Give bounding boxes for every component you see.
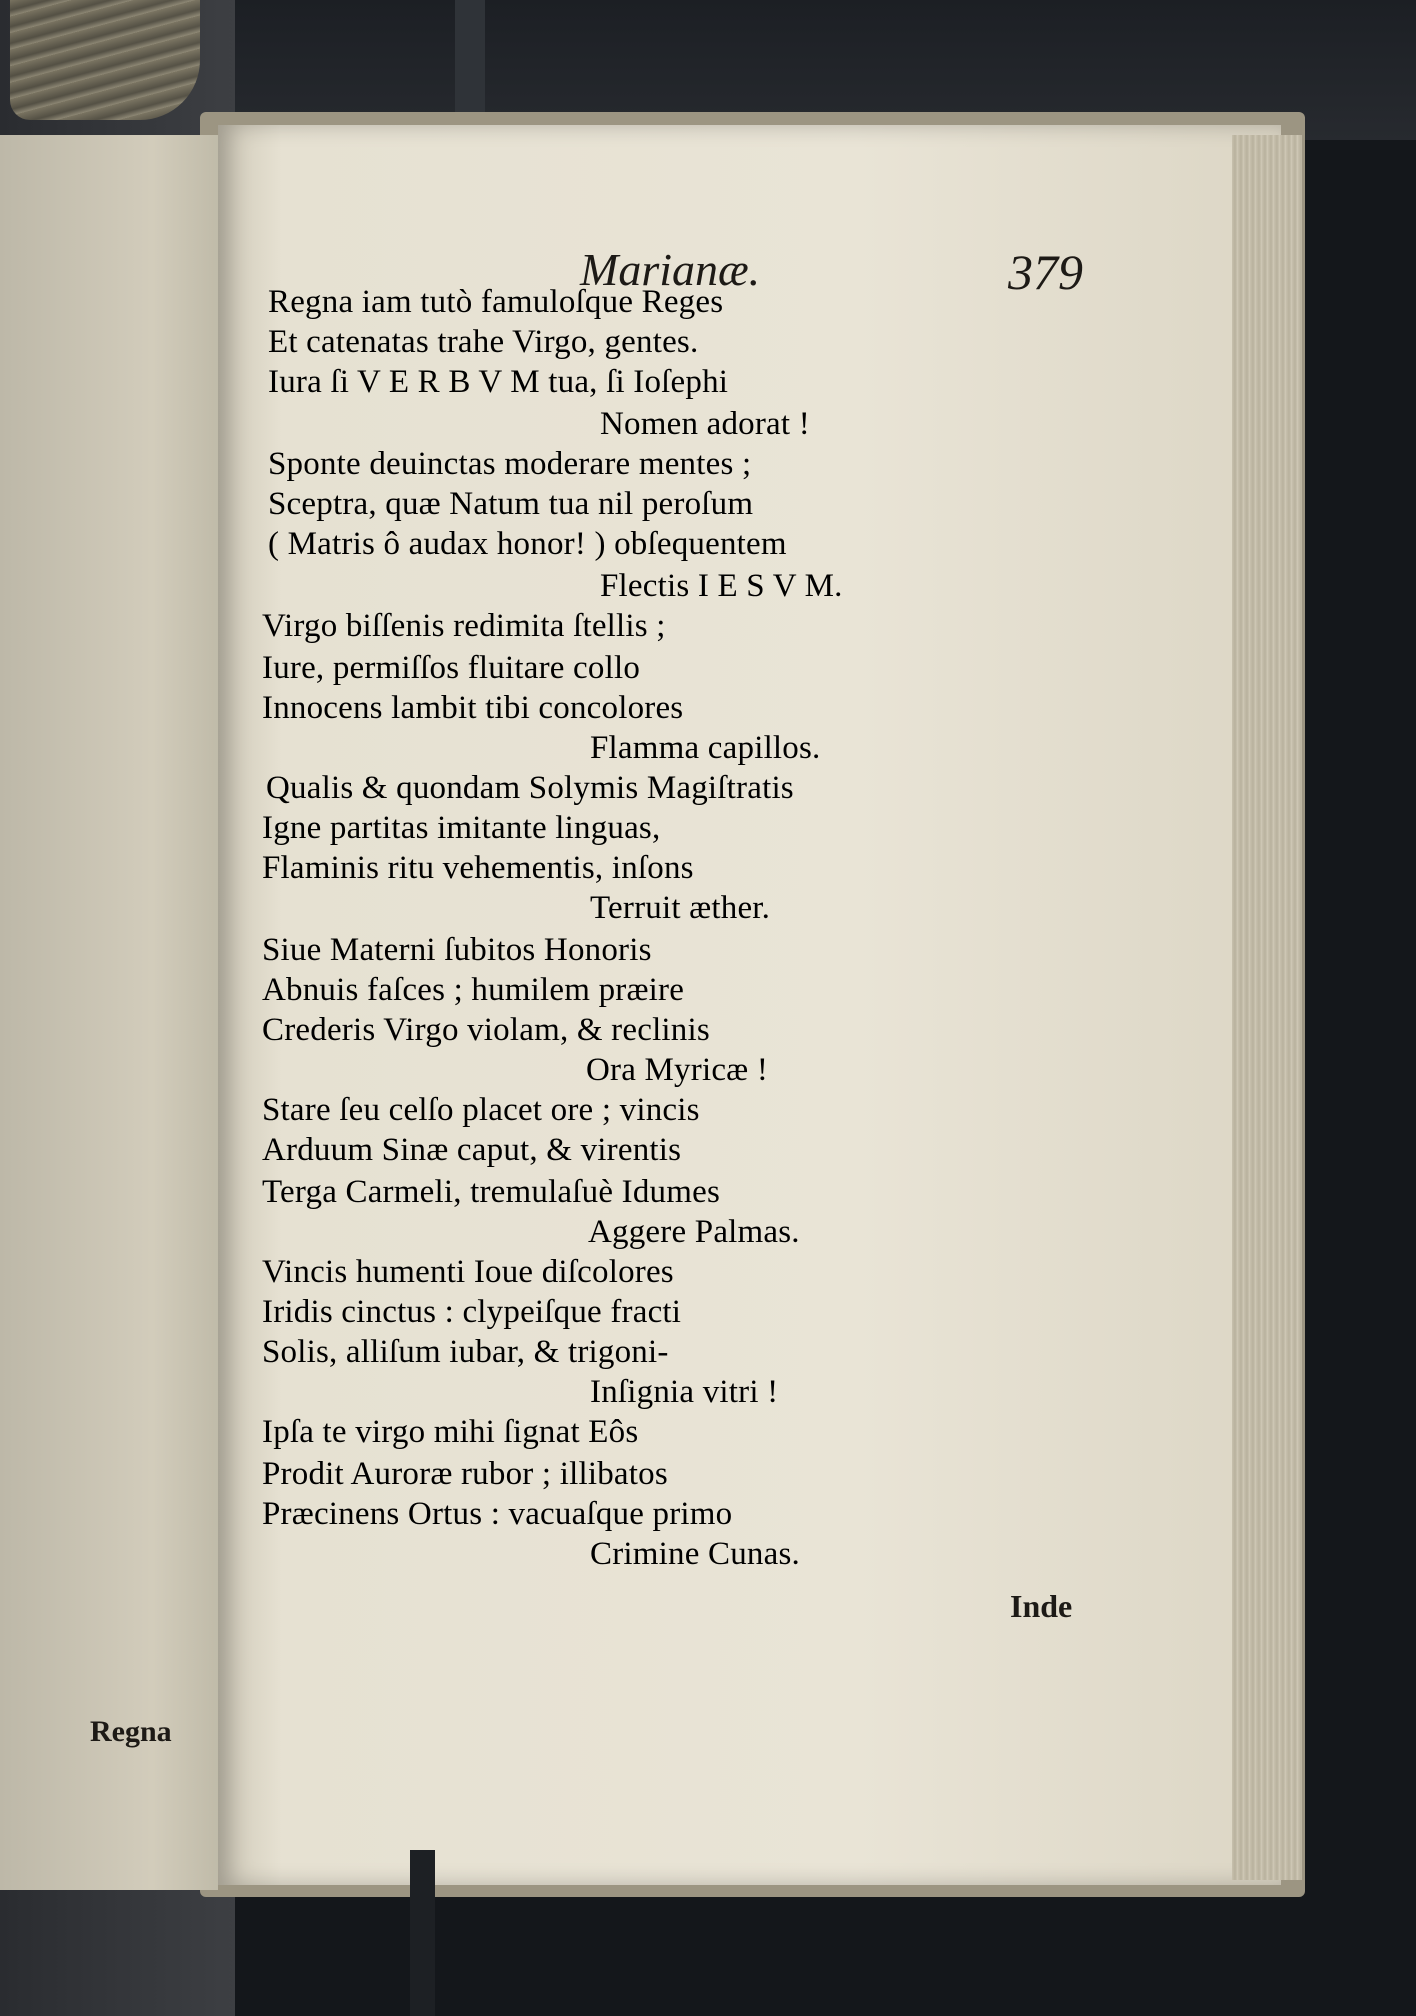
verse-line: Prodit Auroræ rubor ; illibatos (262, 1456, 668, 1492)
verse-line: Terga Carmeli, tremulaſuè Idumes (262, 1174, 720, 1210)
verse-line: Sponte deuinctas moderare mentes ; (268, 446, 752, 482)
verse-line: Aggere Palmas. (588, 1214, 800, 1250)
binding-cord (10, 0, 200, 120)
verse-line: Sceptra, quæ Natum tua nil peroſum (268, 486, 754, 522)
verse-line: Inſignia vitri ! (590, 1374, 779, 1410)
verse-line: Nomen adorat ! (600, 406, 810, 442)
bookmark-ribbon-bottom (410, 1850, 435, 2016)
verse-line: Crederis Virgo violam, & reclinis (262, 1012, 710, 1048)
verse-line: Ipſa te virgo mihi ſignat Eôs (262, 1414, 639, 1450)
running-head: Marianæ. (580, 244, 761, 295)
verse-line: Regna iam tutò famuloſque Reges (268, 284, 724, 320)
page-number: 379 (1008, 244, 1083, 300)
verse-line: Siue Materni ſubitos Honoris (262, 932, 652, 968)
verse-line: Virgo biſſenis redimita ſtellis ; (262, 608, 666, 644)
bookmark-ribbon-top (455, 0, 485, 125)
verse-line: Ora Myricæ ! (586, 1052, 769, 1088)
verse-line: Innocens lambit tibi concolores (262, 690, 684, 726)
verse-line: Et catenatas trahe Virgo, gentes. (268, 324, 699, 360)
catchword: Inde (1010, 1588, 1073, 1624)
verse-line: Solis, alliſum iubar, & trigoni- (262, 1334, 669, 1370)
verse-line: Terruit æther. (590, 890, 771, 926)
verse-line: Abnuis faſces ; humilem præire (262, 972, 685, 1008)
verse-line: ( Matris ô audax honor! ) obſequentem (268, 526, 787, 562)
verse-line: Flaminis ritu vehementis, inſons (262, 850, 694, 886)
verse-line: Qualis & quondam Solymis Magiſtratis (266, 770, 794, 806)
verse-line: Iridis cinctus : clypeiſque fracti (262, 1294, 682, 1330)
verse-line: Vincis humenti Ioue diſcolores (262, 1254, 674, 1290)
verse-line: Iura ſi V E R B V M tua, ſi Ioſephi (268, 364, 729, 400)
verse-line: Crimine Cunas. (590, 1536, 800, 1572)
verse-line: Præcinens Ortus : vacuaſque primo (262, 1496, 733, 1532)
verse-line: Flamma capillos. (590, 730, 821, 766)
verse-line: Arduum Sinæ caput, & virentis (262, 1132, 682, 1168)
verse-line: Flectis I E S V M. (600, 568, 843, 604)
page-edges (1232, 135, 1302, 1880)
left-page-catchword: Regna (90, 1715, 172, 1748)
verse-line: Stare ſeu celſo placet ore ; vincis (262, 1092, 700, 1128)
left-page (0, 135, 218, 1890)
verse-line: Igne partitas imitante linguas, (262, 810, 661, 846)
verse-line: Iure, permiſſos fluitare collo (262, 650, 641, 686)
